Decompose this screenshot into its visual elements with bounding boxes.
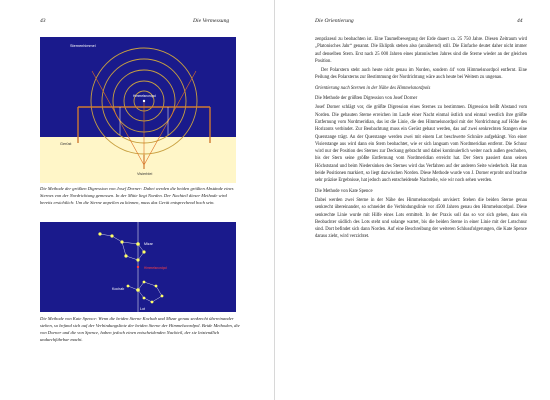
spence-diagram <box>40 222 236 312</box>
spence-figure <box>40 222 236 312</box>
big-dipper-lines <box>100 234 144 260</box>
paragraph-3: Josef Dorner schlägt vor, die größte Digression eines Sternes zu bestimmen. Digression heißt Abstand vom Norden. Die gebauten Sterne erreichen im Laufe einer Nacht einmal östlich und einmal westlich ihre größte Entfernung vom Nordmeridian, das ist die Linie, die den Himmelsnordpol mit der Nordrichtung auf Höhe des Horizonts verbindet. Zur Beobachtung muss ein Gerüst gebaut werden, das auf zwei senkrechten Stangen eine Querstange trägt. An der Querstange werden zwei mit einem Lot beschwerte Schnüre aufgehängt. Von einer Visierstange aus wird dann ein Stern beobachtet, wie er sich langsam vom Nordmeridian entfernt. Die Schnur wird nur der Position des Sternes zur Deckung gebracht und dabei kontinuierlich weiter nach außen geschoben, bis der Stern seine größte Entfernung vom Nordmeridian erreicht hat. Der Stern passiert dann seinen Höchststand und beim Niedersinken des Sternes wird das Verfahren auf der anderen Seite wiederholt. Hat man beide Positionen markiert, so liegt dazwischen Norden. Diese Methode wurde von J. Dorner erprobt und brachte sehr präzise Ergebnisse, hat jedoch auch entscheidende Nachteile, wie wir noch sehen werden. <box>315 105 527 184</box>
running-title-right: Die Orientierung <box>315 18 354 24</box>
big-dipper-stars <box>98 232 145 261</box>
subheading-2: Die Methode von Kate Spence <box>315 188 373 194</box>
label-himmelsnordpol-1: Himmelsnordpol <box>133 94 157 98</box>
label-himmelsnordpol-2: Himmelsnordpol <box>144 266 168 270</box>
caption-spence: Die Methode von Kate Spence: Wenn die beiden Sterne Kochab und Mizar genau senkrecht übereinander stehen, so befand sich auf der Verbindungslinie der beiden Sterne der Himmelsnordpol. Beide Methoden, die von Dorner und die von Spence, haben jedoch einen entscheidenden Nachteil, der sie letztendlich undurchführbar macht. <box>40 316 240 342</box>
pole-marker-2 <box>137 266 139 268</box>
label-sternenhimmel: Sternenhimmel <box>70 44 96 48</box>
right-page <box>275 0 550 400</box>
heading-1: Orientierung nach Sternen in der Nähe des Himmelsnordpols <box>315 85 431 91</box>
paragraph-1: zenpräzessl zu beobachten ist. Eine Taumelbewegung der Erde dauert ca. 25 750 Jahre. Diesen Zeitraum wird „Platonisches Jahr“ genannt. Die Ekliptik stehen also (annähernd) still. Die Einfache deutet daher nicht immer auf denselben Stern. Erst nach 25 000 Jahren eines platonischen Jahres sind die Sterne wieder an der gleichen Position. <box>315 37 527 64</box>
paragraph-2: Der Polarstern steht auch heute nicht genau im Norden, sondern 44' vom Himmelsnordpol entfernt. Eine Peilung des Polarsterns zur Bestimmung der Nordrichtung wäre auch heute bei Weitem zu ungenau. <box>315 68 527 81</box>
caption-dorner: Die Methode der größten Digression von Josef Dorner: Dabei werden die beiden größten Abstände eines Sternes von der Nordrichtung gemessen. In der Mitte liegt Norden. Der Nachteil dieser Methode wird bereits ersichtlich: Um die Sterne anpeilen zu können, muss das Gerät entsprechend hoch sein. <box>40 186 234 205</box>
page-number-left: 43 <box>40 18 46 24</box>
right-body <box>315 36 527 241</box>
label-gerust: Gerüst <box>60 142 72 146</box>
subheading-1: Die Methode der größten Digression von Josef Dorner <box>315 96 418 102</box>
paragraph-4: Dabei werden zwei Sterne in der Nähe des Himmelsnordpols anvisiert: Stehen die beiden Sterne genau senkrecht übereinander, so schneidet die Verbindungslinie vor 4500 Jahren genau den Himmelsnordpol. Diese senkrechte Linie wurde mit Hilfe eines Lots ermittelt. In der Praxis soll das so vor sich gehen, dass ein Beobachter südlich des Lots steht und solange wartet, bis die beiden Sterne in einer Linie mit der Lotschnur sind. Dort befindet sich dann Norden. Auf eine Beschreibung der weiteren Schlussfolgerungen, die Kate Spence daraus zieht, wird verzichtet. <box>315 197 527 240</box>
dorner-diagram <box>40 37 236 183</box>
label-lot: Lot <box>140 307 145 311</box>
little-dipper-stars <box>127 281 164 304</box>
page-number-right: 44 <box>517 18 523 24</box>
label-visierblei: Visierblei <box>137 172 153 176</box>
label-mizar: Mizar <box>144 242 153 246</box>
dorner-figure <box>40 37 236 183</box>
running-title-left: Die Vermessung <box>193 18 230 24</box>
pole-marker <box>143 100 145 102</box>
label-kochab: Kochab <box>112 287 125 291</box>
